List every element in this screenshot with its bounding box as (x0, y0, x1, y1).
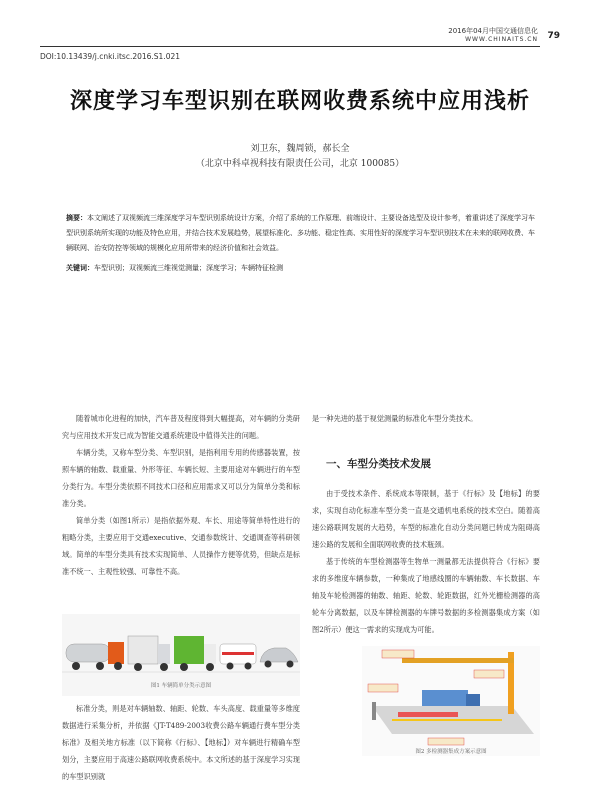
left-column-upper (62, 410, 300, 580)
figure1-caption: 图1 车辆简单分类示意图 (150, 683, 212, 689)
right-column-body (312, 485, 540, 638)
label-box-shape (368, 684, 398, 692)
authors: 刘卫东，魏周锁，郝长全 (250, 144, 350, 154)
abstract (66, 211, 536, 256)
left-column-lower (62, 700, 300, 785)
paragraph: 随着城市化进程的加快，汽车普及程度得到大幅提高，对车辆的分类研究与应用技术开发已成为智能交通系统建设中值得关注的问题。 (62, 414, 300, 440)
truck-shape (422, 690, 468, 706)
section-heading: 一、车型分类技术发展 (326, 458, 431, 470)
journal-website: WWW.CHINAITS.CN (465, 36, 538, 43)
page-number: 79 (547, 31, 560, 41)
detector-scheme-figure (362, 646, 540, 756)
paragraph: 车辆分类，又称车型分类、车型识别，是指利用专用的传感器装置，按照车辆的轴数、载重量、外形等征、车辆长短、主要用途对车辆进行的车型分类行为。车型分类依照不同技术口径和应用需求又可以分为简单分类和标准分类。 (62, 448, 300, 508)
keywords-label: 关键词： (66, 264, 94, 272)
figure2-caption: 图2 多检测器集成方案示意图 (415, 749, 487, 755)
paragraph: 是一种先进的基于视觉测量的标准化车型分类技术。 (312, 414, 478, 423)
paragraph: 由于受技术条件、系统成本等限制，基于《行标》及【地标】的要求，实现自动化标准车型分类一直是交通机电系统的技术空白。随着高速公路联网发展的大趋势，车型的标准化自动分类问题已转成为阻碍高速公路的发展和全面联网收费的技术瓶颈。 (312, 489, 540, 549)
abstract-text: 本文阐述了双视频流三维深度学习车型识别系统设计方案，介绍了系统的工作原理、前端设计、主要设备选型及设计参考，着重讲述了深度学习车型识别系统所实现的功能及特色应用，并结合技术发展趋势，展望标准化、多功能、稳定性高、实用性好的深度学习车型识别技术在未来的联网收费、车辆联网、治安防控等领域的规模化应用所带来的经济价值和社会效益。 (66, 214, 535, 252)
paragraph: 简单分类（如图1所示）是指依据外观、车长、用途等简单特性进行的粗略分类，主要应用于交通executive、交通参数统计、交通调查等科研领域。简单的车型分类具有技术实现简单、人员操作方便等优势，但缺点是标准不统一、主观性较强、可靠性不高。 (62, 516, 300, 576)
header-rule (40, 46, 540, 47)
label-box-shape (428, 738, 464, 745)
vehicle-types-figure (62, 614, 300, 696)
keywords (66, 262, 536, 274)
affiliation: （北京中科卓视科技有限责任公司，北京 100085） (195, 159, 405, 169)
ground-loop-shape (398, 712, 458, 717)
paragraph: 基于传统的车型检测器等生物单一测量都无法提供符合《行标》要求的多维度车辆参数，一种集成了地感线圈的车辆轴数、车长数据、车轴及车轮检测器的轴数、轴距、轮数、轮距数据，红外光栅检测器的高轮车分离数据，以及车牌检测器的车牌号数据的多检测器集成方案（如图2所示）便这一需求的实现成为可能。 (312, 557, 540, 634)
right-column-top (312, 410, 540, 427)
truck-cab-shape (466, 694, 480, 706)
gantry-beam-shape (402, 658, 514, 663)
paper-title: 深度学习车型识别在联网收费系统中应用浅析 (69, 89, 530, 114)
keywords-text: 车型识别；双视频流三维视觉测量；深度学习；车辆特征检测 (94, 264, 283, 272)
doi: DOI:10.13439/j.cnki.itsc.2016.S1.021 (40, 52, 181, 61)
label-box-shape (382, 650, 414, 658)
paragraph: 标准分类，则是对车辆轴数、轴距、轮数、车头高度、载重量等多维度数据进行采集分析，并依据《JT-T489-2003收费公路车辆通行费车型分类标准》及相关地方标准（以下简称《行标》、【地标】）对车辆进行精确车型划分，主要应用于高速公路联网收费系统中。本文所述的基于深度学习实现的车型识别就 (62, 704, 300, 781)
label-box-shape (474, 670, 504, 678)
light-curtain-shape (372, 702, 376, 720)
journal-title: 2016年04月中国交通信息化 (448, 27, 538, 35)
abstract-label: 摘要： (66, 214, 87, 222)
